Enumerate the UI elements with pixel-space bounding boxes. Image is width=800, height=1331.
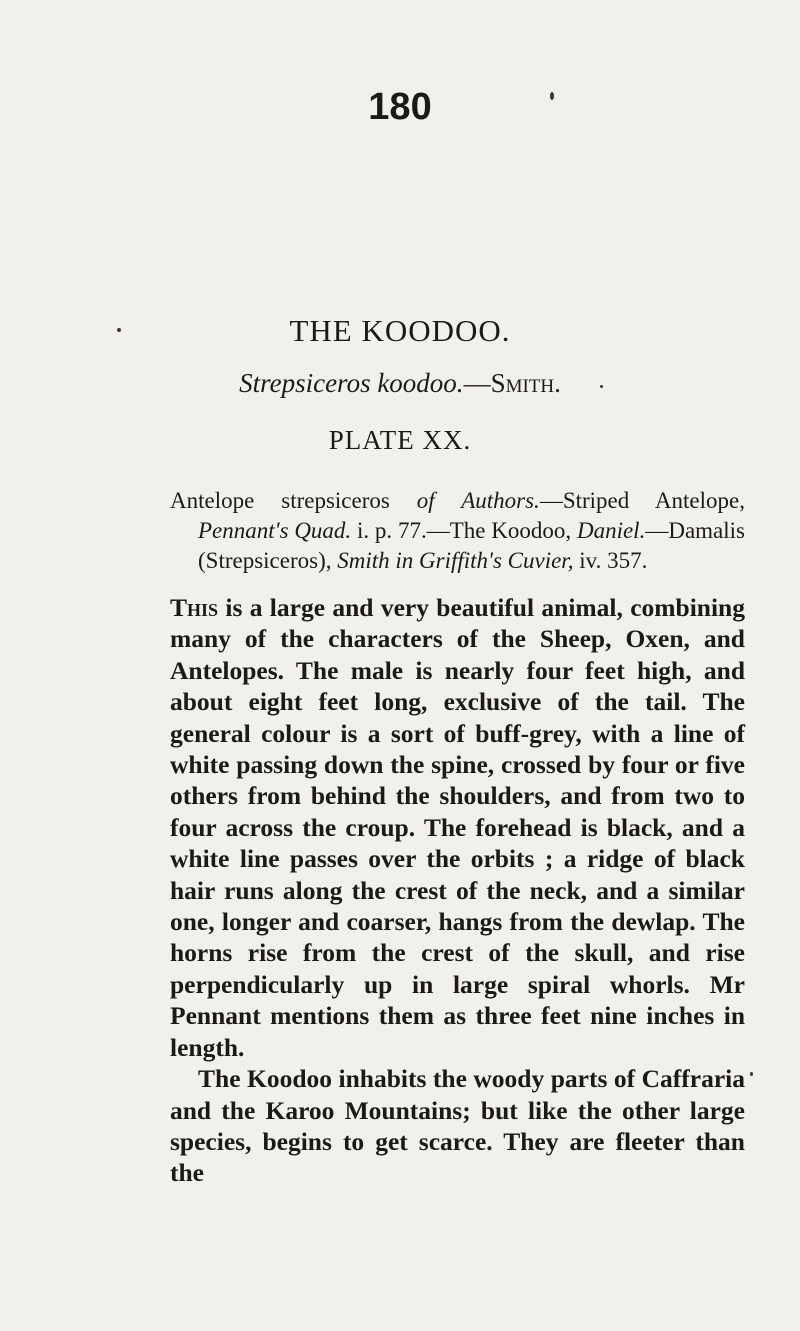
synonymy-block xyxy=(170,486,745,576)
plate-label: PLATE XX. xyxy=(328,425,472,455)
synonymy-italic: Pennant's Quad. xyxy=(198,518,352,543)
synonymy-italic: Smith in Griffith's Cuvier, xyxy=(337,548,574,573)
paper-speck xyxy=(550,92,554,100)
subtitle-dash: — xyxy=(463,368,491,398)
synonymy-text: iv. 357. xyxy=(573,548,648,573)
synonymy-paragraph xyxy=(170,486,745,576)
paragraph-1-text: is a large and very beautiful animal, combining many of the characters of the Sheep, Oxen, and Antelopes. The male is nearly four feet high, and about eight feet long, exclusive of the tail. The general colour is a sort of buff-grey, with a line of white passing down the spine, crossed by four or five others from behind the shoulders, and from two to four across the croup. The forehead is black, and a white line passes over the orbits ; a ridge of black hair runs along the crest of the neck, and a similar one, longer and coarser, hangs from the dewlap. The horns rise from the crest of the skull, and rise perpendicularly up in large spiral whorls. Mr Pennant mentions them as three feet nine inches in length. xyxy=(170,593,745,1062)
authority: Smith. xyxy=(490,368,561,398)
synonymy-text: i. p. 77.—The Koodoo, xyxy=(351,518,577,543)
body-paragraph-1 xyxy=(170,592,745,1063)
synonymy-italic: Daniel. xyxy=(576,518,646,543)
synonymy-text: —Damalis (Strepsiceros), xyxy=(198,518,745,573)
synonymy-text: Antelope strepsiceros xyxy=(170,488,417,513)
body-paragraph-2: The Koodoo inhabits the woody parts of Caffraria and the Karoo Mountains; but like the other large species, begins to get scarce. They are fleeter than the xyxy=(170,1064,745,1188)
lead-word: This xyxy=(170,593,219,622)
body-text xyxy=(170,592,745,1189)
page-title: THE KOODOO. xyxy=(289,313,511,348)
scientific-name: Strepsiceros koodoo. xyxy=(239,368,464,398)
subtitle xyxy=(0,368,800,399)
paper-speck xyxy=(117,328,121,332)
paper-speck xyxy=(600,385,603,388)
synonymy-text: —Striped Antelope, xyxy=(539,488,745,513)
synonymy-italic: of Authors. xyxy=(416,488,540,513)
paper-speck xyxy=(750,1072,753,1076)
page-number: 180 xyxy=(368,86,432,128)
